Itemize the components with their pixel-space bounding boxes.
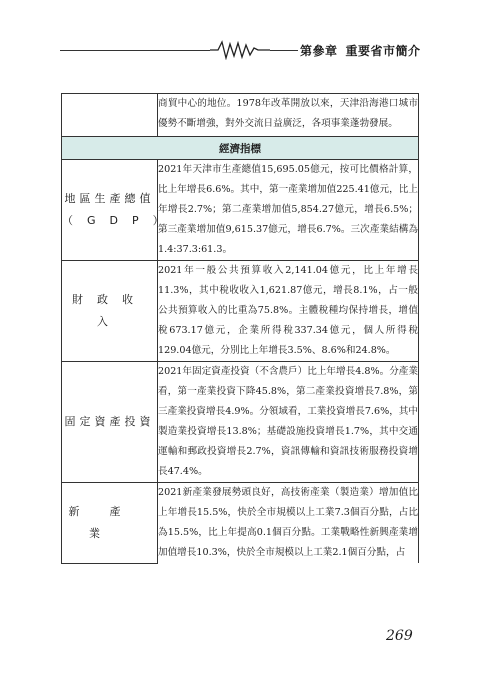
row-text-fiscal: 2021年一般公共預算收入2,141.04億元，比上年增長11.3%，其中稅收收入1,621.87億元，增長8.1%，占一般公共預算收入的比重為75.8%。主體稅種均保持增長，增值稅673.17億元，企業所得稅337.34億元，個人所得稅129.04億元，分別比上年增長3.5%、8.6%和24.8%。 xyxy=(158,265,418,356)
section-header-row xyxy=(62,137,419,160)
row-label-gdp-line2: （GDP） xyxy=(62,214,178,227)
economic-indicators-table xyxy=(61,93,419,564)
section-title: 經濟指標 xyxy=(62,137,419,160)
header-rule-left xyxy=(60,50,210,51)
header-rule-right xyxy=(270,50,298,51)
intro-text-cell xyxy=(158,94,419,137)
row-text-gdp-cell xyxy=(158,160,419,261)
table-row-new-industry xyxy=(62,483,419,564)
row-label-fiscal-text: 財政收入 xyxy=(72,293,147,328)
row-label-new-industry-text: 新產業 xyxy=(68,504,151,540)
running-header xyxy=(300,42,421,59)
row-label-new-industry xyxy=(62,483,158,564)
intro-label-cell xyxy=(62,94,158,137)
row-label-fixed-asset xyxy=(62,362,158,483)
row-label-fiscal xyxy=(62,261,158,362)
table-row-fiscal xyxy=(62,261,419,362)
row-text-new-industry: 2021新產業發展勢頭良好，高技術產業（製造業）增加值比上年增長15.5%，快於全市規模以上工業7.3個百分點，占比為15.5%，比上年提高0.1個百分點。工業戰略性新興產業增加值增長10.3%，快於全市規模以上工業2.1個百分點，占 xyxy=(158,487,418,558)
row-text-fixed-asset-cell xyxy=(158,362,419,483)
row-text-new-industry-cell xyxy=(158,483,419,564)
row-text-fixed-asset: 2021年固定資產投資（不含農戶）比上年增長4.8%。分產業看，第一產業投資下降45.8%，第二產業投資增長7.8%，第三產業投資增長4.9%。分領域看，工業投資增長7.6%，其中製造業投資增長13.8%；基礎設施投資增長1.7%，其中交通運輸和郵政投資增長2.7%，資訊傳輸和資訊技術服務投資增長47.4%。 xyxy=(158,366,418,477)
heartbeat-wave-icon xyxy=(210,40,270,60)
row-text-gdp: 2021年天津市生產總值15,695.05億元，按可比價格計算，比上年增長6.6%。其中，第一產業增加值225.41億元，比上年增長2.7%；第二產業增加值5,854.27億元，增長6.5%；第三產業增加值9,615.37億元，增長6.7%。三次產業結構為1.4:37.3:61.3。 xyxy=(158,164,418,255)
row-label-gdp-line1: 地區生產總值 xyxy=(64,192,155,205)
row-text-fiscal-cell xyxy=(158,261,419,362)
chapter-title: 重要省市簡介 xyxy=(345,44,421,58)
table-row-intro xyxy=(62,94,419,137)
row-label-gdp xyxy=(62,160,178,261)
chapter-label: 第參章 xyxy=(300,44,338,58)
table-row-gdp xyxy=(62,160,419,261)
page-number: 269 xyxy=(386,628,413,644)
table-row-fixed-asset xyxy=(62,362,419,483)
intro-text: 商貿中心的地位。1978年改革開放以來，天津沿海港口城市優勢不斷增強，對外交流日益廣泛，各項事業蓬勃發展。 xyxy=(158,98,418,129)
row-label-fixed-asset-text: 固定資產投資 xyxy=(64,415,155,428)
